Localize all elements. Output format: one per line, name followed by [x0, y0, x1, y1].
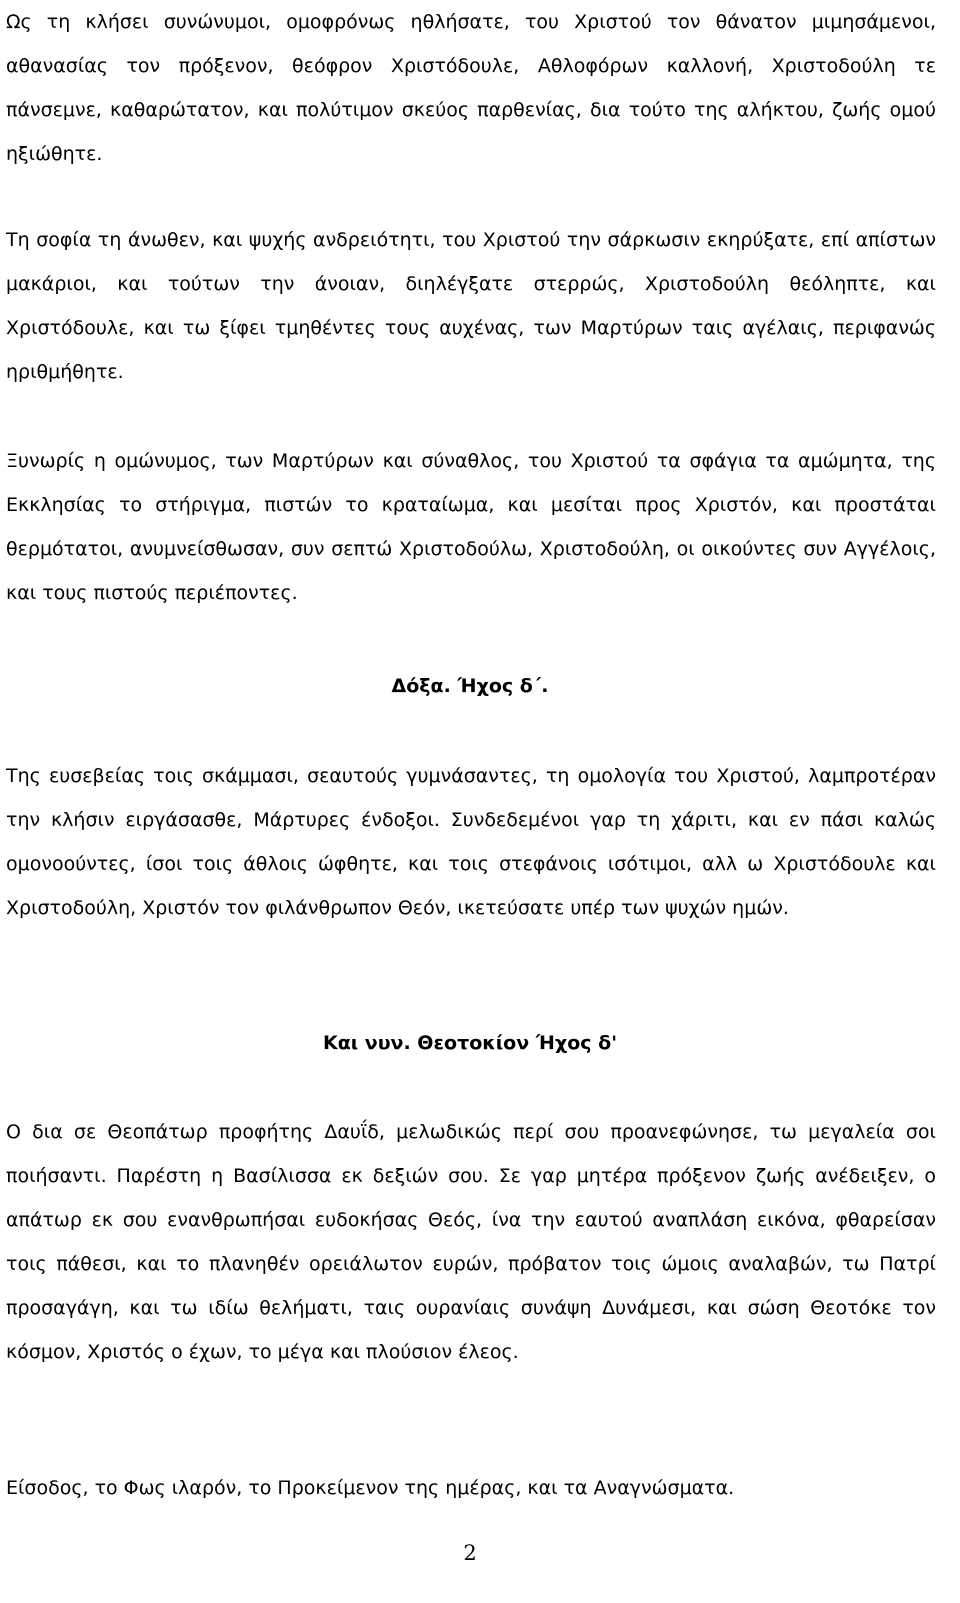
paragraph-4: Της ευσεβείας τοις σκάμμασι, σεαυτούς γυμνάσαντες, τη ομολογία του Χριστού, λαμπροτέραν την κλήσιν ειργάσασθε, Μάρτυρες ένδοξοι. Συνδεδεμένοι γαρ τη χάριτι, και εν πάσι καλώς ομονοούντες, ίσοι τοις άθλοις ώφθητε, και τοις στεφάνοις ισότιμοι, αλλ ω Χριστόδουλε και Χριστοδούλη, Χριστόν τον φιλάνθρωπον Θεόν, ικετεύσατε υπέρ των ψυχών ημών.	[6, 765, 936, 919]
paragraph-5: Ο δια σε Θεοπάτωρ προφήτης Δαυΐδ, μελωδικώς περί σου προανεφώνησε, τω μεγαλεία σοι ποιήσαντι. Παρέστη η Βασίλισσα εκ δεξιών σου. Σε γαρ μητέρα πρόξενον ζωής ανέδειξεν, ο απάτωρ εκ σου ενανθρωπήσαι ευδοκήσας Θεός, ίνα την εαυτού αναπλάση εικόνα, φθαρείσαν τοις πάθεσι, και το πλανηθέν ορειάλωτον ευρών, πρόβατον τοις ώμοις αναλαβών, τω Πατρί προσαγάγη, και τω ιδίω θελήματι, ταις ουρανίαις συνάψη Δυνάμεσι, και σώση Θεοτόκε τον κόσμον, Χριστός ο έχων, το μέγα και πλούσιον έλεος.	[6, 1121, 936, 1363]
heading-kai-nyn: Και νυν. Θεοτοκίον Ήχος δ'	[322, 1032, 618, 1054]
paragraph-6: Είσοδος, το Φως ιλαρόν, το Προκείμενον της ημέρας, και τα Αναγνώσματα.	[6, 1477, 735, 1499]
paragraph-2: Τη σοφία τη άνωθεν, και ψυχής ανδρειότητι, του Χριστού την σάρκωσιν εκηρύξατε, επί απίστων μακάριοι, και τούτων την άνοιαν, διηλέγξατε στερρώς, Χριστοδούλη θεόληπτε, και Χριστόδουλε, και τω ξίφει τμηθέντες τους αυχένας, των Μαρτύρων ταις αγέλαις, περιφανώς ηριθμήθητε.	[6, 229, 936, 383]
paragraph-3: Ξυνωρίς η ομώνυμος, των Μαρτύρων και σύναθλος, του Χριστού τα σφάγια τα αμώμητα, της Εκκλησίας το στήριγμα, πιστών το κραταίωμα, και μεσίται προς Χριστόν, και προστάται θερμότατοι, ανυμνείσθωσαν, συν σεπτώ Χριστοδούλω, Χριστοδούλη, οι οικούντες συν Αγγέλοις, και τους πιστούς περιέποντες.	[6, 450, 936, 604]
page-number: 2	[463, 1541, 477, 1565]
paragraph-1: Ως τη κλήσει συνώνυμοι, ομοφρόνως ηθλήσατε, του Χριστού τον θάνατον μιμησάμενοι, αθανασίας τον πρόξενον, θεόφρον Χριστόδουλε, Αθλοφόρων καλλονή, Χριστοδούλη τε πάνσεμνε, καθαρώτατον, και πολύτιμον σκεύος παρθενίας, δια τούτο της αλήκτου, ζωής ομού ηξιώθητε.	[6, 11, 936, 165]
heading-doxa: Δόξα. Ήχος δ΄.	[391, 675, 549, 697]
